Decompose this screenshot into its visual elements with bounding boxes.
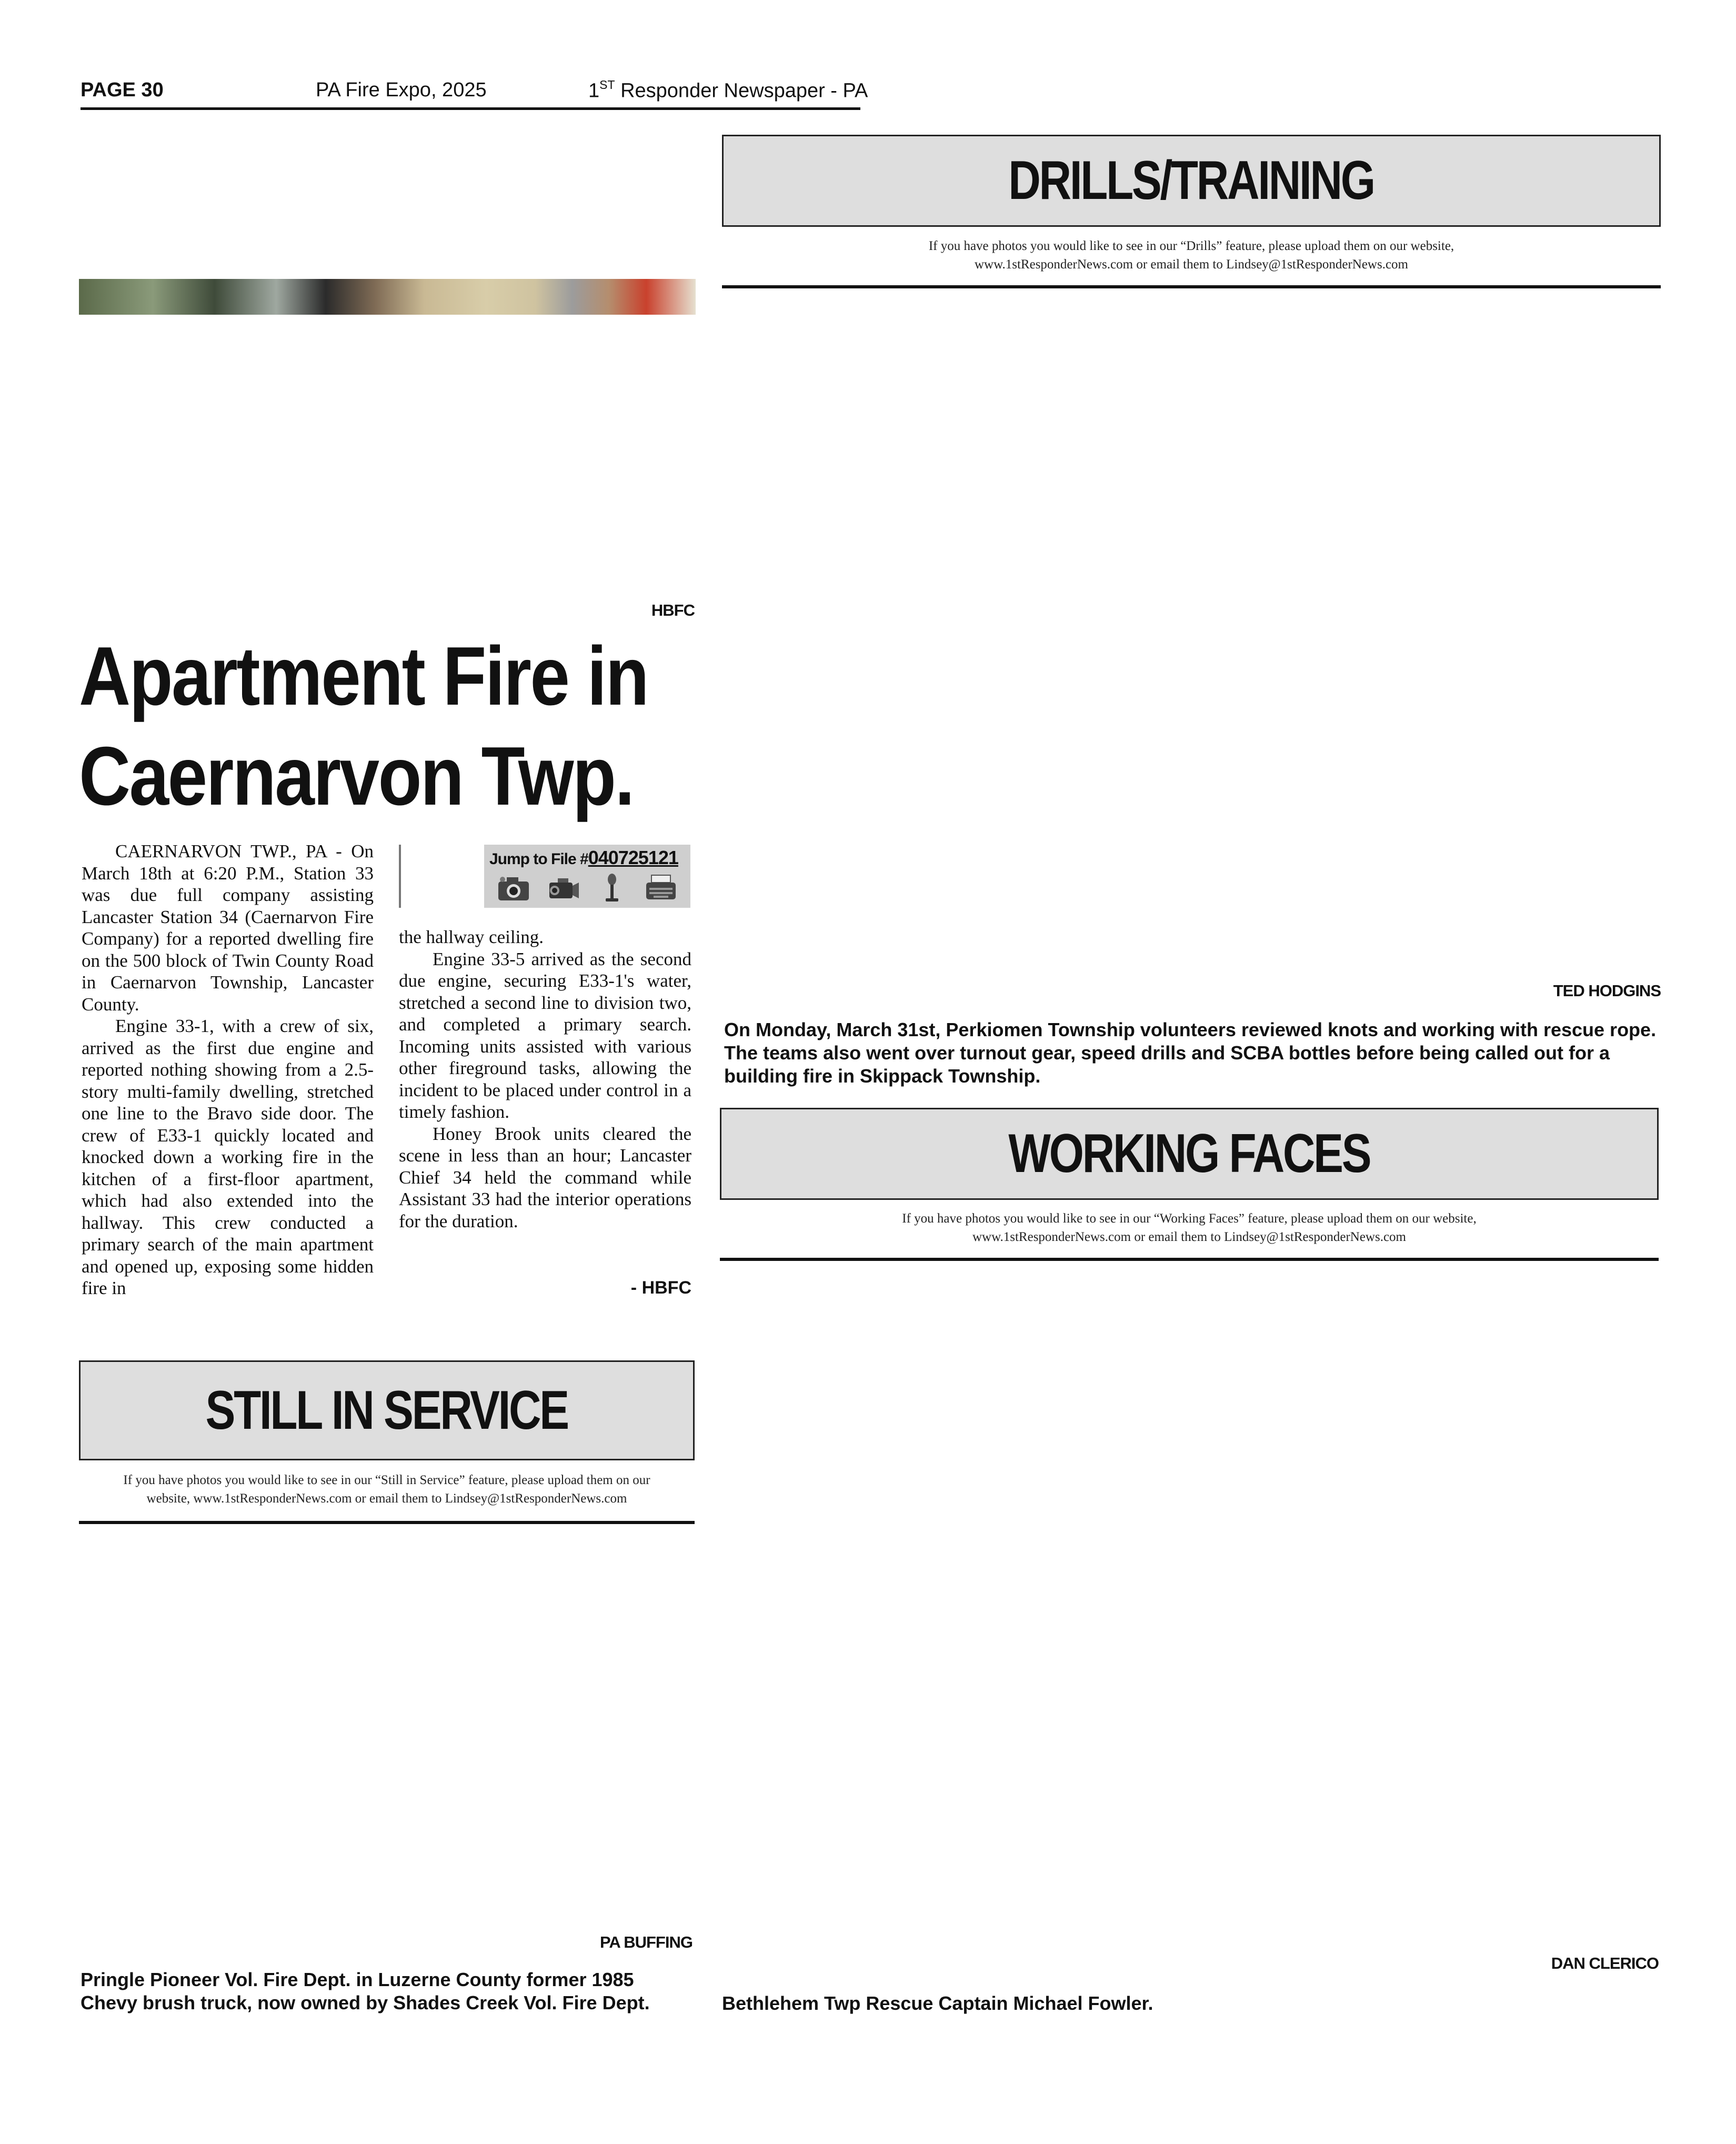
- working-faces-photo-credit: DAN CLERICO: [1551, 1954, 1659, 1972]
- still-in-service-notice: [79, 1471, 695, 1508]
- still-in-service-photo-credit: PA BUFFING: [600, 1933, 693, 1951]
- drills-rule: [722, 285, 1661, 288]
- media-icons: [489, 872, 685, 904]
- article-paragraph: the hallway ceiling.: [399, 927, 544, 947]
- jump-divider: [399, 845, 401, 908]
- still-in-service-photo: [79, 1531, 695, 1926]
- still-in-service-banner: [79, 1360, 695, 1460]
- working-faces-notice-line1: If you have photos you would like to see in our “Working Faces” feature, please upload them on our website,: [902, 1211, 1477, 1226]
- drills-photo-credit: TED HODGINS: [1553, 981, 1661, 1000]
- jump-to-file-label: [489, 847, 685, 869]
- working-faces-notice: [720, 1209, 1659, 1246]
- jump-file-number[interactable]: 040725121: [588, 847, 678, 868]
- working-faces-caption: Bethlehem Twp Rescue Captain Michael Fowler.: [722, 1992, 1153, 2014]
- newspaper-name-superscript: ST: [599, 78, 615, 92]
- working-faces-rule: [720, 1258, 1659, 1261]
- page-number: PAGE 30: [81, 79, 164, 101]
- drills-notice-line2: www.1stResponderNews.com or email them to Lindsey@1stResponderNews.com: [974, 257, 1409, 272]
- apartment-fire-photo: [79, 279, 696, 315]
- jump-label-text: Jump to File #: [489, 850, 588, 868]
- drills-notice-line1: If you have photos you would like to see in our “Drills” feature, please upload them on our website,: [928, 239, 1454, 253]
- article-paragraph: CAERNARVON TWP., PA - On March 18th at 6:20 P.M., Station 33 was due full company assisting Lancaster Station 34 (Caernarvon Fire Company) for a reported dwelling fire on the 500 block of Twin County Road in Caernarvon Township, Lancaster County.: [82, 841, 374, 1015]
- typewriter-icon: [643, 872, 679, 904]
- working-faces-banner: [720, 1108, 1659, 1200]
- video-camera-icon: [545, 872, 581, 904]
- article-column-1: [82, 840, 374, 1299]
- headline-line-1: Apartment Fire in: [79, 630, 648, 723]
- newspaper-name-rest: Responder Newspaper - PA: [615, 79, 868, 102]
- drills-title: DRILLS/TRAINING: [1008, 150, 1374, 211]
- working-faces-photo: [720, 1268, 1659, 1947]
- article-paragraph: Engine 33-1, with a crew of six, arrived as the first due engine and reported nothing showing from a 2.5-story multi-family dwelling, stretched one line to the Bravo side door. The crew of E33-1 quickly located and knocked down a working fire in the kitchen of a first-floor apartment, which had also extended into the hallway. This crew conducted a primary search of the main apartment and opened up, exposing some hidden fire in: [82, 1016, 374, 1298]
- drills-notice: [722, 237, 1661, 274]
- drills-photo: [722, 295, 1661, 976]
- article-headline: [79, 626, 648, 826]
- drills-banner: [722, 135, 1661, 227]
- still-in-service-caption: Pringle Pioneer Vol. Fire Dept. in Luzerne County former 1985 Chevy brush truck, now owned by Shades Creek Vol. Fire Dept.: [81, 1969, 650, 2013]
- headline-line-2: Caernarvon Twp.: [79, 730, 634, 823]
- working-faces-title: WORKING FACES: [1008, 1123, 1370, 1184]
- header-rule: [81, 107, 860, 110]
- camera-icon: [496, 872, 532, 904]
- working-faces-notice-line2: www.1stResponderNews.com or email them to Lindsey@1stResponderNews.com: [972, 1230, 1407, 1244]
- still-in-service-title: STILL IN SERVICE: [205, 1379, 568, 1441]
- drills-caption: On Monday, March 31st, Perkiomen Township volunteers reviewed knots and working with rescue rope. The teams also went over turnout gear, speed drills and SCBA bottles before being called out for a building fire in Skippack Township.: [724, 1019, 1657, 1087]
- article-column-2: [399, 926, 691, 1232]
- microphone-icon: [594, 872, 630, 904]
- article-paragraph: Engine 33-5 arrived as the second due engine, securing E33-1's water, stretched a second line to division two, and completed a primary search. Incoming units assisted with various other fireground tasks, allowing the incident to be placed under control in a timely fashion.: [399, 948, 691, 1122]
- still-in-service-rule: [79, 1521, 695, 1524]
- article-photo-credit: HBFC: [651, 601, 695, 619]
- newspaper-name: [588, 79, 868, 111]
- still-in-service-notice-line1: If you have photos you would like to see in our “Still in Service” feature, please upload them on our: [123, 1473, 650, 1487]
- jump-to-file-box[interactable]: [484, 845, 690, 908]
- article-paragraph: Honey Brook units cleared the scene in less than an hour; Lancaster Chief 34 held the command while Assistant 33 had the interior operations for the duration.: [399, 1123, 691, 1231]
- article-signature: - HBFC: [630, 1278, 691, 1298]
- still-in-service-notice-line2: website, www.1stResponderNews.com or email them to Lindsey@1stResponderNews.com: [146, 1491, 627, 1506]
- newspaper-name-prefix: 1: [588, 79, 600, 102]
- publication-title: PA Fire Expo, 2025: [316, 79, 487, 101]
